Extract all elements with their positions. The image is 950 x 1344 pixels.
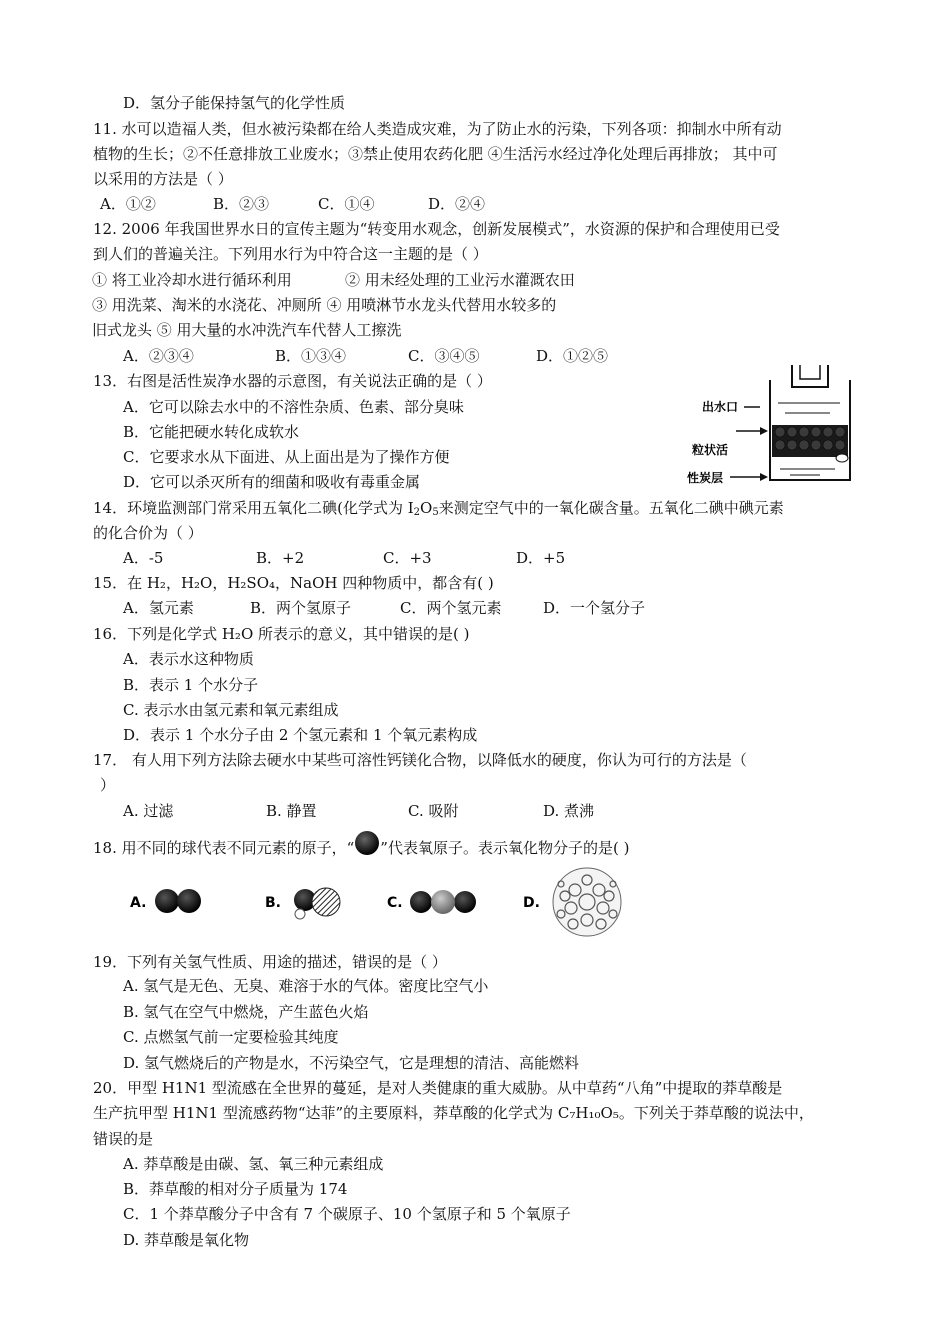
q16-option-c: C. 表示水由氢元素和氧元素组成	[123, 701, 339, 719]
q17-stem-line2: ）	[100, 776, 116, 794]
q17-option-c: C. 吸附	[408, 802, 459, 820]
q12-stem-line2: 到人们的普遍关注。下列用水行为中符合这一主题的是（ ）	[93, 245, 488, 263]
q12-item4: 旧式龙头 ⑤ 用大量的水冲洗汽车代替人工擦洗	[92, 321, 402, 339]
q16-option-b: B．表示 1 个水分子	[123, 676, 259, 694]
oxygen-atom-icon	[354, 838, 380, 858]
q12-option-a: A．②③④	[123, 347, 194, 365]
q18-molecule-c	[410, 890, 476, 914]
q12-item1: ① 将工业冷却水进行循环利用	[92, 271, 292, 289]
q20-option-c: C．1 个莽草酸分子中含有 7 个碳原子、10 个氢原子和 5 个氧原子	[123, 1205, 571, 1223]
q11-stem-line2: 植物的生长；②不任意排放工业废水；③禁止使用农药化肥 ④生活污水经过净化处理后再排放； 其中可	[93, 145, 778, 163]
q19-stem: 19．下列有关氢气性质、用途的描述，错误的是（ ）	[93, 953, 447, 971]
water-purifier-diagram	[687, 365, 870, 490]
q15-option-c: C．两个氢元素	[400, 599, 502, 617]
q18-molecule-b	[294, 888, 340, 919]
q16-stem: 16．下列是化学式 H₂O 所表示的意义，其中错误的是( )	[93, 625, 470, 643]
q14-option-a: A．-5	[123, 549, 164, 567]
q18-label-a: A.	[130, 895, 147, 911]
q18-stem: 18. 用不同的球代表不同元素的原子，“ ”代表氧原子。表示氧化物分子的是( )	[93, 838, 629, 858]
q18-label-d: D.	[523, 895, 540, 911]
q12-option-d: D．①②⑤	[536, 347, 609, 365]
q14-option-d: D．+5	[516, 549, 566, 567]
q14-stem-line2: 的化合价为（ ）	[93, 524, 203, 542]
q19-option-a: A. 氢气是无色、无臭、难溶于水的气体。密度比空气小	[123, 977, 489, 995]
q17-stem-line1: 17． 有人用下列方法除去硬水中某些可溶性钙镁化合物，以降低水的硬度，你认为可行的方法是（	[93, 751, 747, 769]
q20-option-d: D. 莽草酸是氧化物	[123, 1231, 250, 1249]
q11-option-c: C．①④	[318, 195, 375, 213]
q20-stem-line2: 生产抗甲型 H1N1 型流感药物“达菲”的主要原料，莽草酸的化学式为 C₇H₁₀O₅。下列关于莽草酸的说法中，	[93, 1104, 814, 1122]
q13-option-d: D．它可以杀灭所有的细菌和吸收有毒重金属	[123, 473, 421, 491]
q14-stem-line1: 14．环境监测部门常采用五氧化二碘(化学式为 $I_2O_5$来测定空气中的一氧化碳含量。五氧化二碘中碘元素	[93, 499, 784, 518]
label-carbon-layer: 性炭层	[687, 471, 724, 485]
q14-option-c: C．+3	[383, 549, 432, 567]
q18-label-b: B.	[265, 895, 281, 911]
q13-stem: 13．右图是活性炭净水器的示意图，有关说法正确的是（ ）	[93, 372, 492, 390]
q13-option-a: A．它可以除去水中的不溶性杂质、色素、部分臭味	[123, 398, 464, 416]
q11-option-b: B．②③	[213, 195, 270, 213]
q11-option-d: D．②④	[428, 195, 486, 213]
q20-stem-line1: 20．甲型 H1N1 型流感在全世界的蔓延，是对人类健康的重大威胁。从中草药“八角”中提取的莽草酸是	[93, 1079, 783, 1097]
q12-option-c: C．③④⑤	[408, 347, 480, 365]
q15-option-a: A．氢元素	[123, 599, 194, 617]
q17-option-a: A. 过滤	[123, 802, 174, 820]
q17-option-d: D. 煮沸	[543, 802, 595, 820]
q18-label-c: C.	[387, 895, 403, 911]
q14-option-b: B．+2	[256, 549, 305, 567]
q11-options	[100, 194, 485, 214]
q18-molecule-options	[125, 868, 635, 940]
q17-options	[123, 801, 594, 821]
q16-option-d: D．表示 1 个水分子由 2 个氢元素和 1 个氧元素构成	[123, 726, 478, 744]
q17-option-b: B. 静置	[266, 802, 317, 820]
q16-option-a: A．表示水这种物质	[123, 650, 254, 668]
q12-item2: ② 用未经处理的工业污水灌溉农田	[345, 271, 575, 289]
label-outlet: 出水口	[702, 400, 739, 414]
q10-option-d: D．氢分子能保持氢气的化学性质	[123, 94, 346, 112]
q15-stem: 15．在 H₂，H₂O，H₂SO₄，NaOH 四种物质中，都含有( )	[93, 574, 494, 592]
q20-option-a: A. 莽草酸是由碳、氢、氧三种元素组成	[123, 1155, 384, 1173]
q14-options	[123, 548, 565, 568]
q13-option-b: B．它能把硬水转化成软水	[123, 423, 300, 441]
q12-option-b: B．①③④	[275, 347, 347, 365]
q19-option-d: D. 氢气燃烧后的产物是水，不污染空气，它是理想的清洁、高能燃料	[123, 1054, 580, 1072]
q18-molecule-a	[155, 889, 201, 913]
q19-option-b: B. 氢气在空气中燃烧，产生蓝色火焰	[123, 1003, 369, 1021]
label-granular: 粒状活	[692, 443, 729, 457]
q11-stem-line3: 以采用的方法是（ ）	[93, 170, 233, 188]
q11-stem-line1: 11. 水可以造福人类，但水被污染都在给人类造成灾难，为了防止水的污染，下列各项：抑制水中所有动	[93, 120, 782, 138]
q12-options	[123, 346, 608, 366]
q15-options	[123, 598, 645, 618]
q15-option-d: D．一个氢分子	[543, 599, 646, 617]
q18-molecule-d-fullerene	[553, 868, 621, 936]
q12-stem-line1: 12. 2006 年我国世界水日的宣传主题为“转变用水观念，创新发展模式”，水资源的保护和合理使用已受	[93, 220, 780, 238]
q19-option-c: C. 点燃氢气前一定要检验其纯度	[123, 1028, 339, 1046]
q20-stem-line3: 错误的是	[93, 1130, 154, 1148]
q11-option-a: A．①②	[100, 195, 156, 213]
q20-option-b: B．莽草酸的相对分子质量为 174	[123, 1180, 348, 1198]
q12-item3: ③ 用洗菜、淘米的水浇花、冲厕所 ④ 用喷淋节水龙头代替用水较多的	[92, 296, 557, 314]
q13-option-c: C．它要求水从下面进、从上面出是为了操作方便	[123, 448, 450, 466]
q15-option-b: B．两个氢原子	[250, 599, 352, 617]
